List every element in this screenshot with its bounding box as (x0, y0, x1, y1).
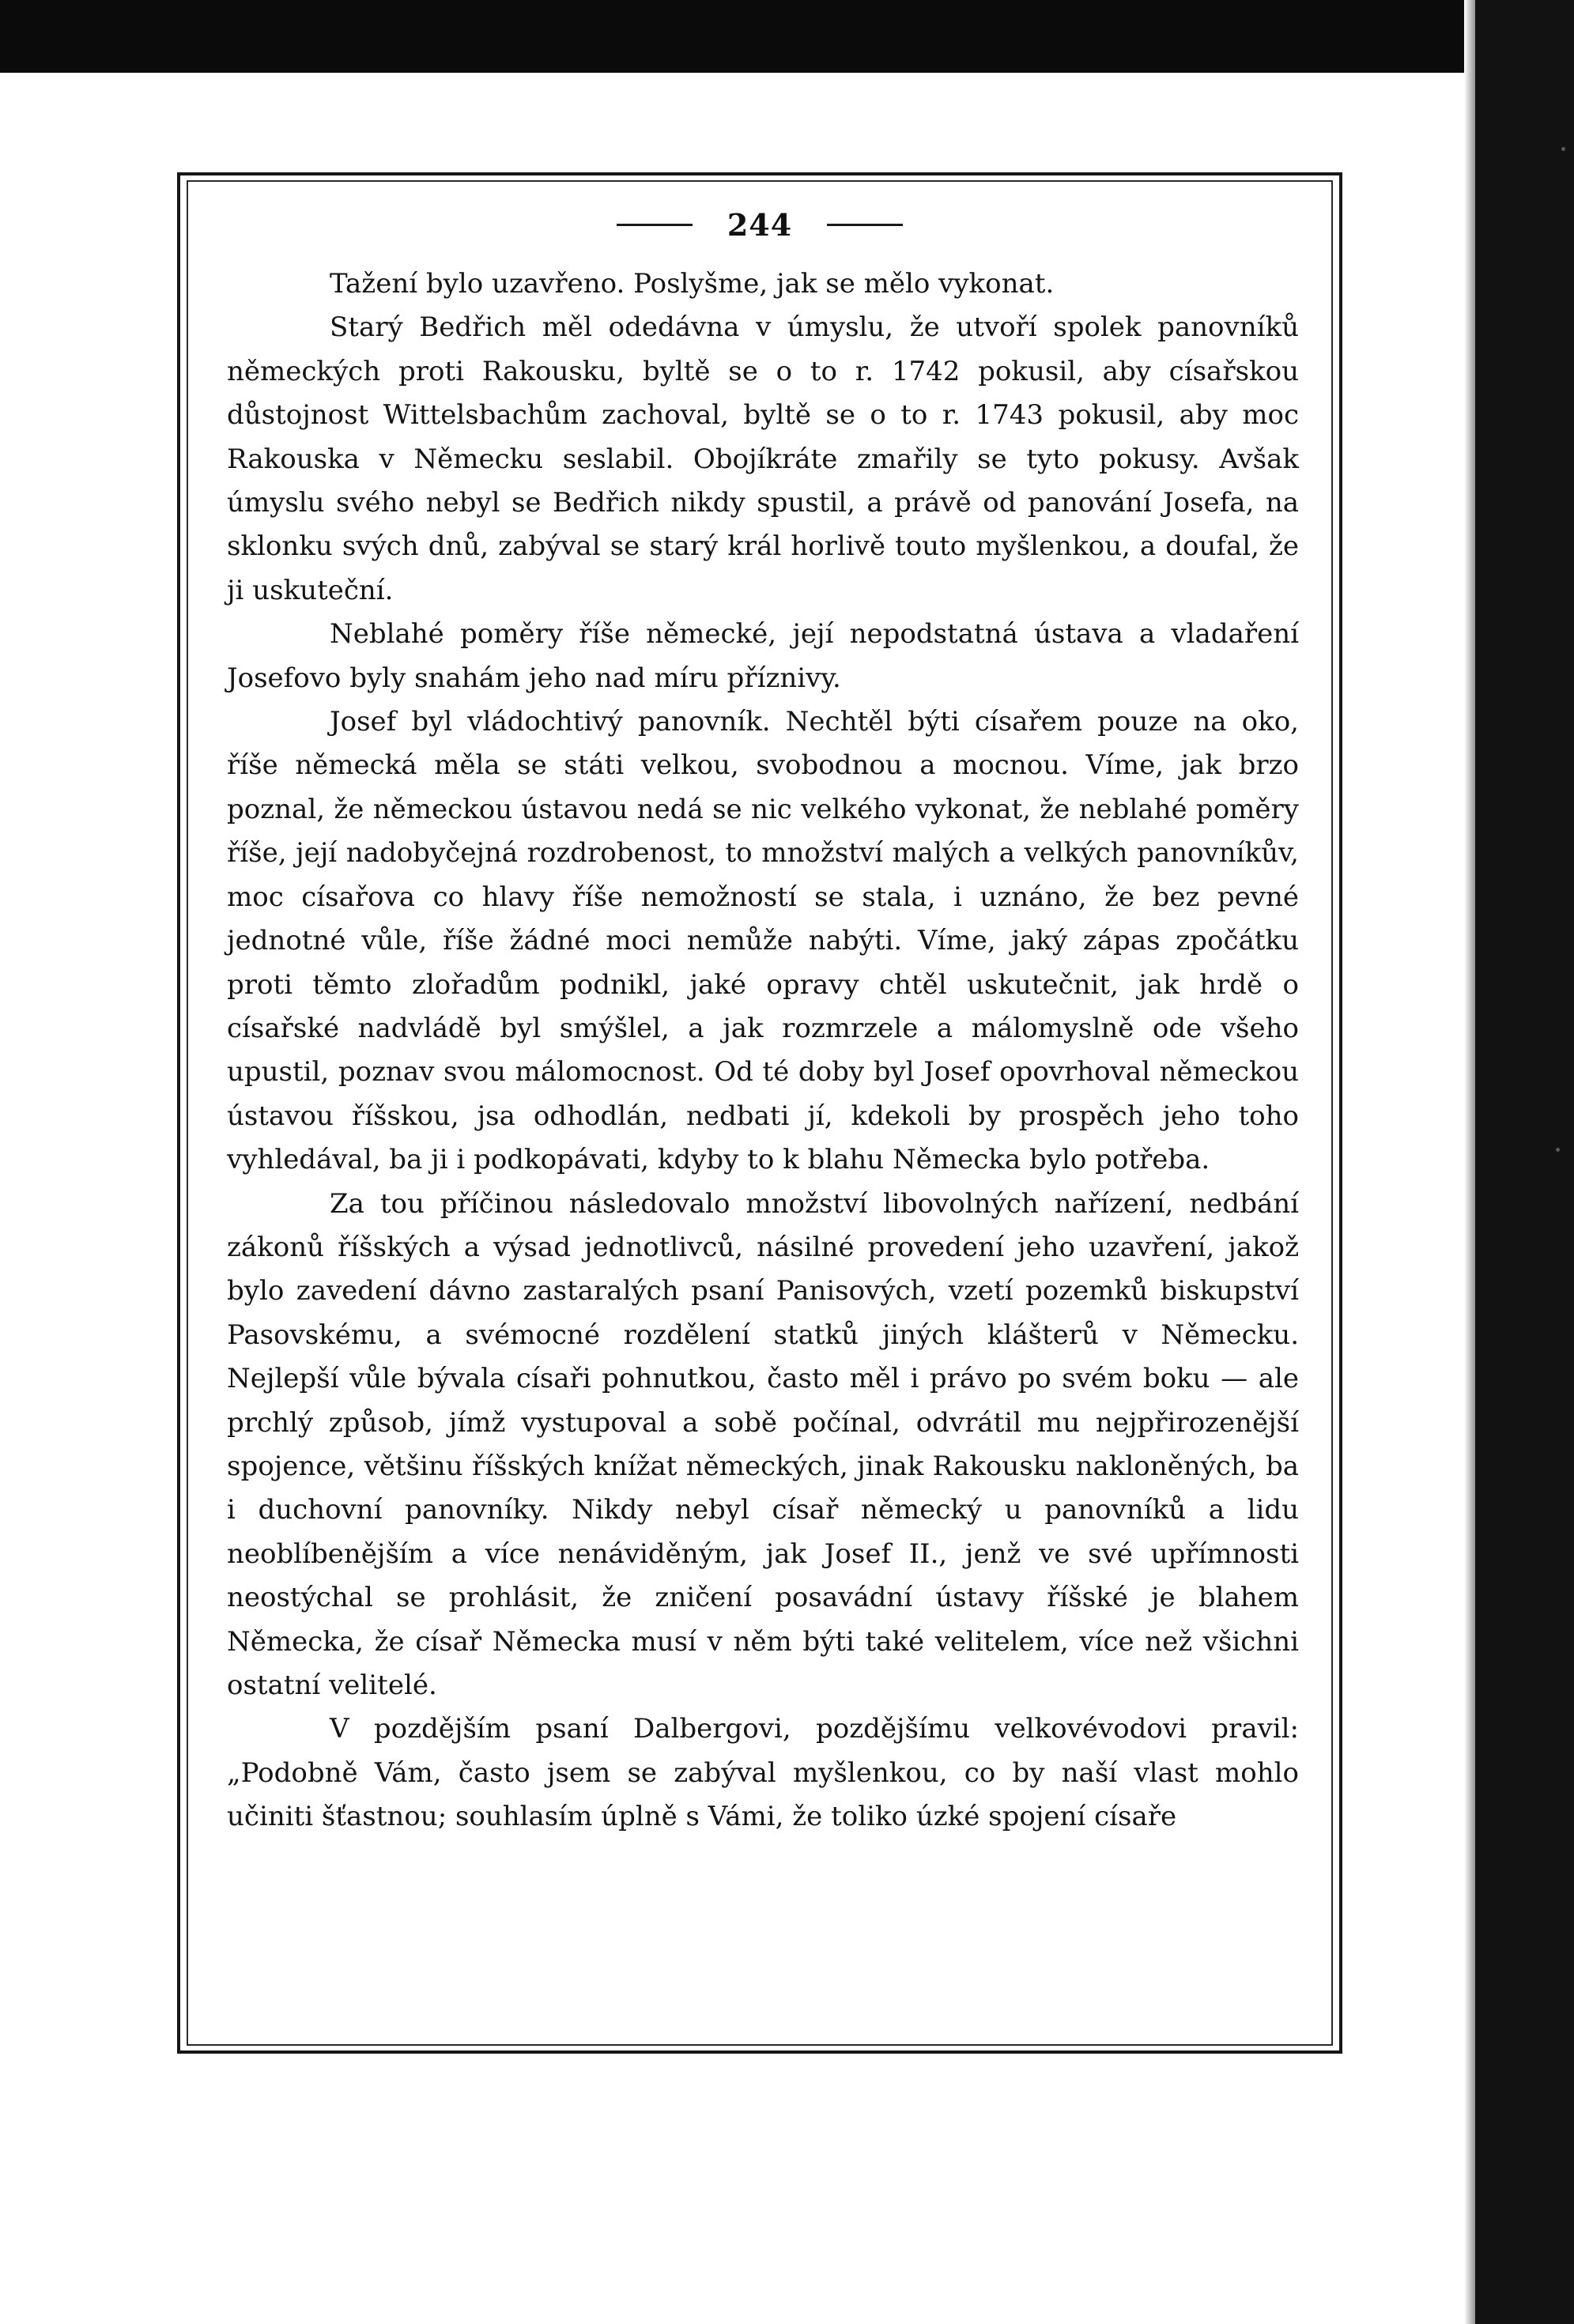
paragraph-1: Tažení bylo uzavřeno. Poslyšme, jak se mělo vykonat. (330, 268, 1055, 300)
page-header (187, 207, 1333, 243)
header-rule-right (827, 224, 903, 226)
paragraph-2: Starý Bedřich měl odedávna v úmyslu, že utvoří spolek panovníků německých proti Rakousku, byltě se o to r. 1742 pokusil, aby císařskou důstojnost Wittelsbachům zachoval, byltě se o to r. 1743 pokusil, aby moc Rakouska v Německu seslabil. Obojíkráte zmařily se tyto pokusy. Avšak úmyslu svého nebyl se Bedřich nikdy spustil, a právě od panování Josefa, na sklonku svých dnů, zabýval se starý král horlivě touto myšlenkou, a doufal, že ji uskuteční. (227, 311, 1299, 606)
header-rule-left (617, 224, 693, 226)
scanner-background-right (1475, 0, 1574, 2324)
paragraph-4: Josef byl vládochtivý panovník. Nechtěl býti císařem pouze na oko, říše německá měla se státi velkou, svobodnou a mocnou. Víme, jak brzo poznal, že německou ústavou nedá se nic velkého vykonat, že neblahé poměry říše, její nadobyčejná rozdrobenost, to množství malých a velkých panovníkův, moc císařova co hlavy říše nemožností se stala, i uznáno, že bez pevné jednotné vůle, říše žádné moci nemůže nabýti. Víme, jaký zápas zpočátku proti těmto zlořadům podnikl, jaké opravy chtěl uskutečnit, jak hrdě o císařské nadvládě byl smýšlel, a jak rozmrzele a málomyslně ode všeho upustil, poznav svou málomocnost. Od té doby byl Josef opovrhoval německou ústavou říšskou, jsa odhodlán, nedbati jí, kdekoli by prospěch jeho toho vyhledával, ba ji i podkopávati, kdyby to k blahu Německa bylo potřeba. (227, 706, 1299, 1176)
paragraph-3: Neblahé poměry říše německé, její nepodstatná ústava a vladaření Josefovo byly snahám jeho nad míru příznivy. (227, 618, 1299, 694)
body-text (227, 262, 1299, 1839)
dust-speck (1556, 1148, 1560, 1152)
scanner-background-top (0, 0, 1574, 73)
page-number: 244 (727, 207, 793, 243)
paragraph-6: V pozdějším psaní Dalbergovi, pozdějšímu velkovévodovi pravil: „Podobně Vám, často jsem se zabýval myšlenkou, co by naší vlast mohlo učiniti šťastnou; souhlasím úplně s Vámi, že toliko úzké spojení císaře (227, 1713, 1299, 1833)
paragraph-5: Za tou příčinou následovalo množství libovolných nařízení, nedbání zákonů říšských a výsad jednotlivců, násilné provedení jeho uzavření, jakož bylo zavedení dávno zastaralých psaní Panisových, vzetí pozemků biskupství Pasovskému, a svémocné rozdělení statků jiných klášterů v Německu. Nejlepší vůle bývala císaři pohnutkou, často měl i právo po svém boku — ale prchlý způsob, jímž vystupoval a sobě počínal, odvrátil mu nejpřirozenější spojence, většinu říšských knížat německých, jinak Rakousku nakloněných, ba i duchovní panovníky. Nikdy nebyl císař německý u panovníků a lidu neoblíbenějším a více nenáviděným, jak Josef II., jenž ve své upřímnosti neostýchal se prohlásit, že zničení posavádní ústavy říšské je blahem Německa, že císař Německa musí v něm býti také velitelem, více než všichni ostatní velitelé. (227, 1187, 1299, 1701)
dust-speck (1561, 147, 1565, 151)
